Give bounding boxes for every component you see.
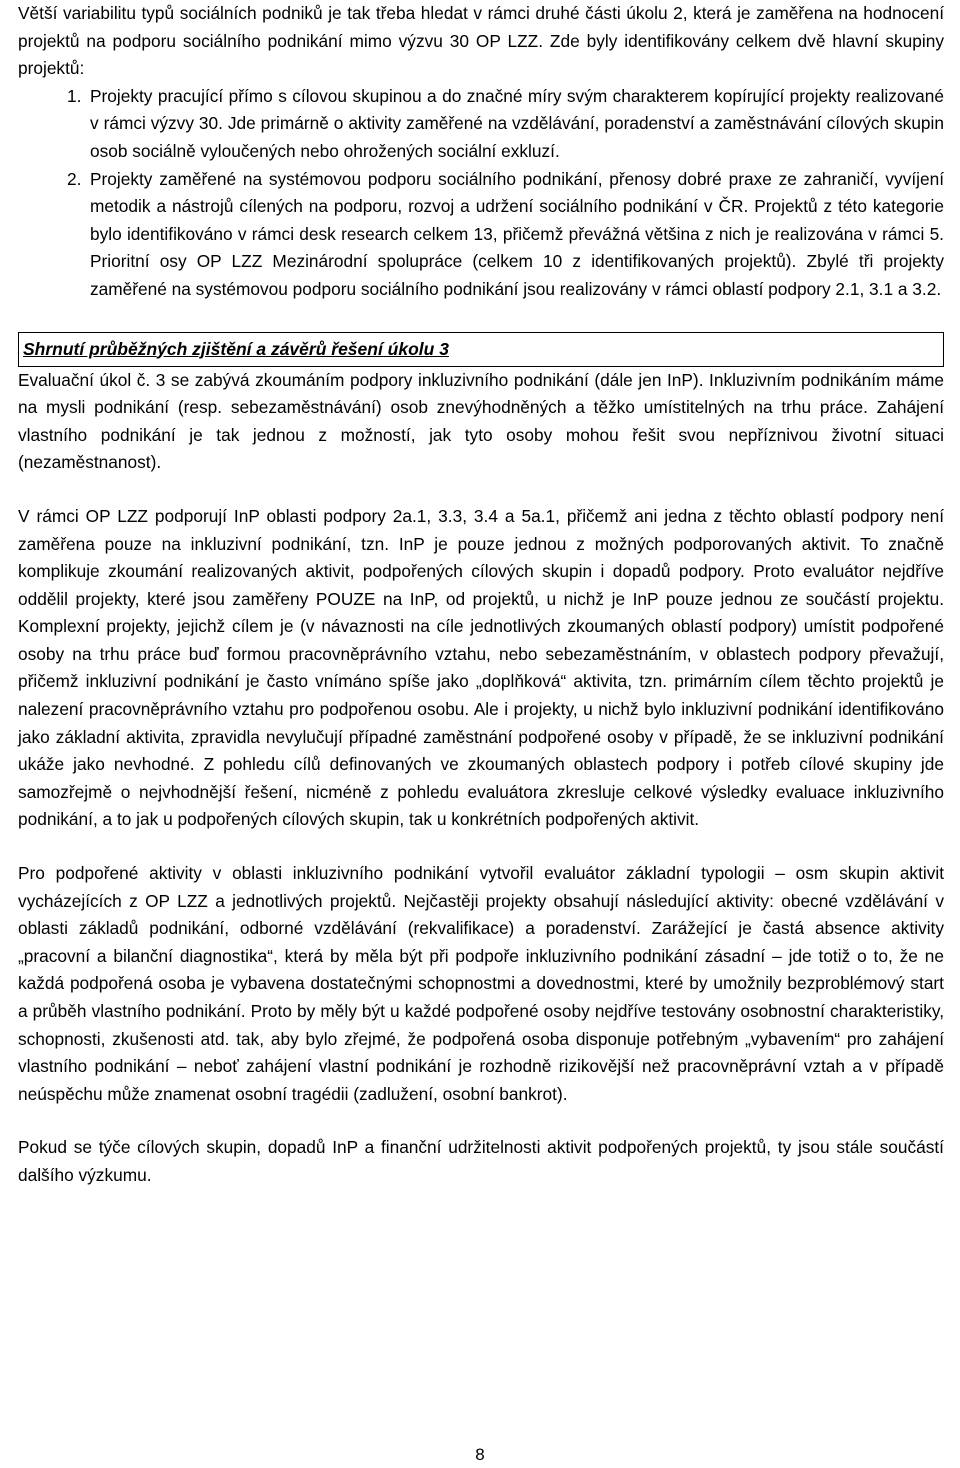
body-paragraph: Evaluační úkol č. 3 se zabývá zkoumáním podpory inkluzivního podnikání (dále jen InP). Inkluzivním podnikáním máme na mysli podnikání (resp. sebezaměstnávání) osob znevýhodněných a těžko umístitelných na trhu práce. Zahájení vlastního podnikání je tak jednou z možností, jak tyto osoby mohou řešit svou nepříznivou životní situaci (nezaměstnanost).	[18, 369, 944, 473]
list-item	[18, 83, 944, 166]
list-item-text: Projekty zaměřené na systémovou podporu sociálního podnikání, přenosy dobré praxe ze zahraničí, vyvíjení metodik a nástrojů cílených na podporu, rozvoj a udržení sociálního podnikání v ČR. Projektů z této kategorie bylo identifikováno v rámci desk research celkem 13, přičemž převážná většina z nich je realizována v rámci 5. Prioritní osy OP LZZ Mezinárodní spolupráce (celkem 10 z identifikovaných projektů). Zbylé tři projekty zaměřené na systémovou podporu sociálního podnikání jsou realizovány v rámci oblastí podpory 2.1, 3.1 a 3.2.	[90, 168, 944, 299]
project-groups-list	[18, 83, 944, 304]
intro-paragraph: Větší variabilitu typů sociálních podniků je tak třeba hledat v rámci druhé části úkolu 2, která je zaměřena na hodnocení projektů na podporu sociálního podnikání mimo výzvu 30 OP LZZ. Zde byly identifikovány celkem dvě hlavní skupiny projektů:	[18, 3, 944, 79]
list-item	[18, 166, 944, 304]
list-item-number: 2.	[67, 168, 82, 189]
body-paragraph: V rámci OP LZZ podporují InP oblasti podpory 2a.1, 3.3, 3.4 a 5a.1, přičemž ani jedna z těchto oblastí podpory není zaměřena pouze na inkluzivní podnikání, tzn. InP je pouze jednou z možných podporovaných aktivit. To značně komplikuje zkoumání realizovaných aktivit, podpořených cílových skupin i dopadů podpory. Proto evaluátor nejdříve oddělil projekty, které jsou zaměřeny POUZE na InP, od projektů, u nichž je InP pouze jednou ze součástí projektu. Komplexní projekty, jejichž cílem je (v návaznosti na cíle jednotlivých zkoumaných oblastí podpory) umístit podpořené osoby na trhu práce buď formou pracovněprávního vztahu, nebo sebezaměstnáním, v oblastech podpory převažují, přičemž inkluzivní podnikání je často vnímáno spíše jako „doplňková“ aktivita, tzn. primárním cílem těchto projektů je nalezení pracovněprávního vztahu pro podpořenou osobu. Ale i projekty, u nichž bylo inkluzivní podnikání identifikováno jako základní aktivita, zpravidla nevylučují případné zaměstnání podpořené osoby v případě, že se inkluzivní podnikání ukáže jako nevhodné. Z pohledu cílů definovaných ve zkoumaných oblastech podpory i potřeb cílové skupiny jde samozřejmě o nejvhodnější řešení, nicméně z pohledu evaluátora zkresluje celkové výsledky evaluace inkluzivního podnikání, a to jak u podpořených cílových skupin, tak u konkrétních podpořených aktivit.	[18, 505, 944, 830]
summary-heading: Shrnutí průběžných zjištění a závěrů řešení úkolu 3	[23, 338, 449, 359]
list-item-text: Projekty pracující přímo s cílovou skupinou a do značné míry svým charakterem kopírující projekty realizované v rámci výzvy 30. Jde primárně o aktivity zaměřené na vzdělávání, poradenství a zaměstnávání cílových skupin osob sociálně vyloučených nebo ohrožených sociální exkluzí.	[90, 85, 944, 161]
document-page	[18, 0, 944, 1190]
page-number: 8	[475, 1445, 485, 1464]
summary-heading-box	[18, 332, 944, 367]
body-paragraph: Pokud se týče cílových skupin, dopadů InP a finanční udržitelnosti aktivit podpořených projektů, ty jsou stále součástí dalšího výzkumu.	[18, 1137, 944, 1185]
list-item-number: 1.	[67, 85, 82, 106]
body-paragraph: Pro podpořené aktivity v oblasti inkluzivního podnikání vytvořil evaluátor základní typologii – osm skupin aktivit vycházejících z OP LZZ a jednotlivých projektů. Nejčastěji projekty obsahují následující aktivity: obecné vzdělávání v oblasti základů podnikání, odborné vzdělávání (rekvalifikace) a poradenství. Zarážející je častá absence aktivity „pracovní a bilanční diagnostika“, která by měla být při podpoře inkluzivního podnikání zásadní – jde totiž o to, že ne každá podpořená osoba je vybavena dostatečnými schopnostmi a dovednostmi, které by umožnily bezproblémový start a průběh vlastního podnikání. Proto by měly být u každé podpořené osoby nejdříve testovány osobnostní charakteristiky, schopnosti, zkušenosti atd. tak, aby bylo zřejmé, že podpořená osoba disponuje potřebným „vybavením“ pro zahájení vlastního podnikání – neboť zahájení vlastní podnikání je rozhodně rizikovější než pracovněprávní vztah a v případě neúspěchu může znamenat osobní tragédii (zadlužení, osobní bankrot).	[18, 863, 944, 1104]
